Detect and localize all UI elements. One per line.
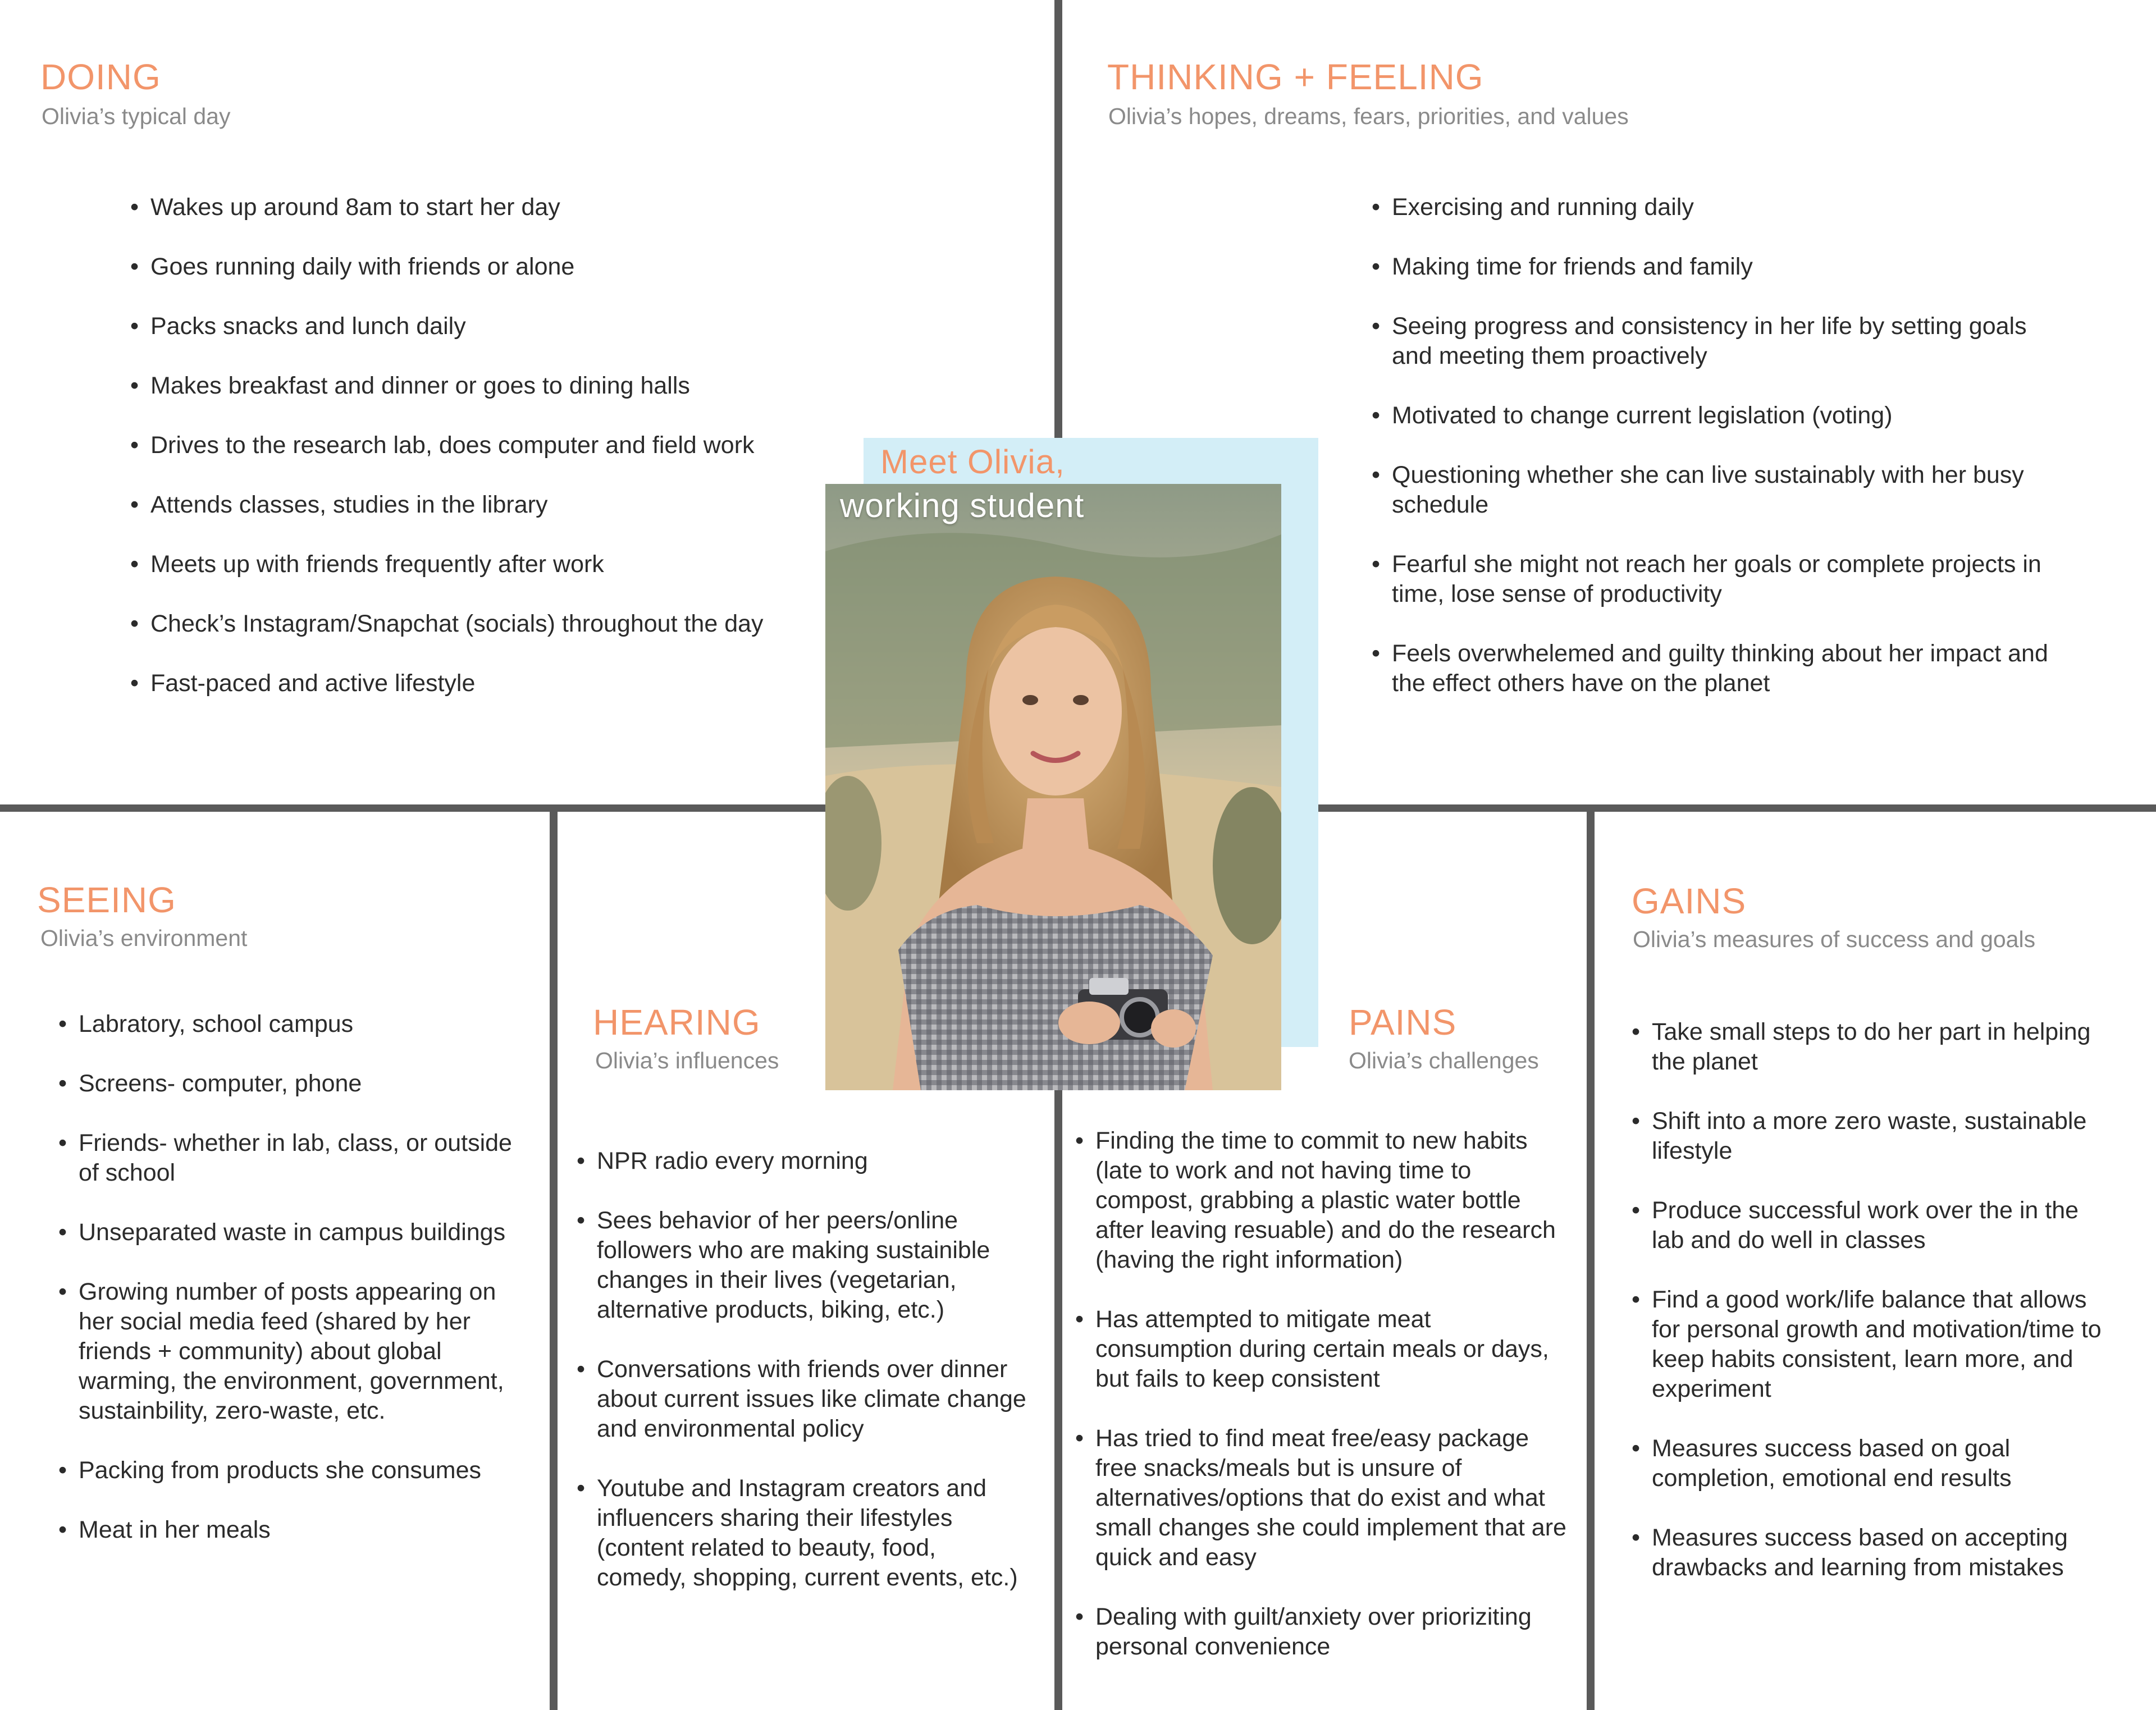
gains-item: • Measures success based on goal completion, emotional end results [1632,1434,2114,1493]
seeing-item: • Screens- computer, phone [58,1069,536,1099]
gains-title: GAINS [1632,881,1747,921]
pains-item: • Has attempted to mitigate meat consumption during certain meals or days, but fails to keep consistent [1075,1305,1569,1394]
doing-item: • Drives to the research lab, does computer and field work [130,431,832,460]
hearing-item: • Conversations with friends over dinner about current issues like climate change and environmental policy [577,1355,1031,1444]
seeing-item: • Growing number of posts appearing on her social media feed (shared by her friends + community) about global warming, the environment, government, sustainbility, zero-waste, etc. [58,1277,536,1426]
gains-list [1632,1017,2114,1612]
doing-item: • Fast-paced and active lifestyle [130,669,832,698]
divider-vertical-seeing-hearing [550,808,558,1710]
seeing-item: • Friends- whether in lab, class, or outside of school [58,1128,536,1188]
thinking-item: • Questioning whether she can live sustainably with her busy schedule [1372,460,2062,520]
doing-item: • Packs snacks and lunch daily [130,312,832,341]
hearing-list [577,1146,1031,1622]
seeing-title: SEEING [37,880,176,920]
thinking-item: • Motivated to change current legislation (voting) [1372,401,2062,431]
gains-item: • Find a good work/life balance that allows for personal growth and motivation/time to keep habits consistent, learn more, and experiment [1632,1285,2114,1404]
seeing-item: • Meat in her meals [58,1515,536,1545]
pains-title: PAINS [1349,1002,1457,1043]
pains-list [1075,1126,1569,1691]
gains-item: • Measures success based on accepting drawbacks and learning from mistakes [1632,1523,2114,1583]
hearing-item: • Youtube and Instagram creators and influencers sharing their lifestyles (content related to beauty, food, comedy, shopping, current events, etc.) [577,1474,1031,1593]
thinking-feeling-list [1372,193,2062,728]
hearing-subtitle: Olivia’s influences [595,1048,779,1073]
hearing-item: • Sees behavior of her peers/online followers who are making sustainible changes in their lives (vegetarian, alternative products, biking, etc.) [577,1206,1031,1325]
thinking-item: • Fearful she might not reach her goals or complete projects in time, lose sense of productivity [1372,550,2062,609]
thinking-item: • Seeing progress and consistency in her life by setting goals and meeting them proactively [1372,312,2062,371]
divider-horizontal-left [0,804,831,812]
pains-subtitle: Olivia’s challenges [1349,1048,1539,1073]
gains-item: • Shift into a more zero waste, sustainable lifestyle [1632,1107,2114,1166]
doing-subtitle: Olivia’s typical day [42,103,231,129]
divider-vertical-pains-gains [1587,808,1595,1710]
divider-vertical-hearing-pains [1054,1089,1062,1710]
gains-item: • Take small steps to do her part in helping the planet [1632,1017,2114,1077]
doing-item: • Meets up with friends frequently after work [130,550,832,579]
divider-horizontal-right [1317,804,2156,812]
persona-illustration [825,484,1281,1090]
thinking-feeling-subtitle: Olivia’s hopes, dreams, fears, priorities, and values [1108,103,1629,129]
seeing-subtitle: Olivia’s environment [40,925,248,951]
persona-photo [825,484,1281,1090]
seeing-item: • Labratory, school campus [58,1009,536,1039]
pains-item: • Has tried to find meat free/easy package free snacks/meals but is unsure of alternatives/options that do exist and what small changes she could implement that are quick and easy [1075,1424,1569,1572]
hearing-item: • NPR radio every morning [577,1146,1031,1176]
pains-item: • Dealing with guilt/anxiety over prioriziting personal convenience [1075,1602,1569,1662]
doing-item: • Wakes up around 8am to start her day [130,193,832,222]
gains-item: • Produce successful work over the in the lab and do well in classes [1632,1196,2114,1255]
doing-list [130,193,832,728]
thinking-feeling-title: THINKING + FEELING [1107,57,1484,97]
persona-subtitle: working student [840,487,1085,524]
thinking-item: • Feels overwhelemed and guilty thinking about her impact and the effect others have on the planet [1372,639,2062,698]
pains-item: • Finding the time to commit to new habits (late to work and not having time to compost, grabbing a plastic water bottle after leaving resuable) and do the research (having the right information) [1075,1126,1569,1275]
doing-item: • Attends classes, studies in the library [130,490,832,520]
doing-item: • Goes running daily with friends or alone [130,252,832,282]
seeing-list [58,1009,536,1575]
thinking-item: • Exercising and running daily [1372,193,2062,222]
doing-title: DOING [40,57,161,97]
doing-item: • Check’s Instagram/Snapchat (socials) throughout the day [130,609,832,639]
persona-title: Meet Olivia, [880,443,1065,481]
thinking-item: • Making time for friends and family [1372,252,2062,282]
seeing-item: • Unseparated waste in campus buildings [58,1218,536,1247]
hearing-title: HEARING [593,1002,761,1043]
seeing-item: • Packing from products she consumes [58,1456,536,1485]
gains-subtitle: Olivia’s measures of success and goals [1633,926,2036,952]
doing-item: • Makes breakfast and dinner or goes to dining halls [130,371,832,401]
